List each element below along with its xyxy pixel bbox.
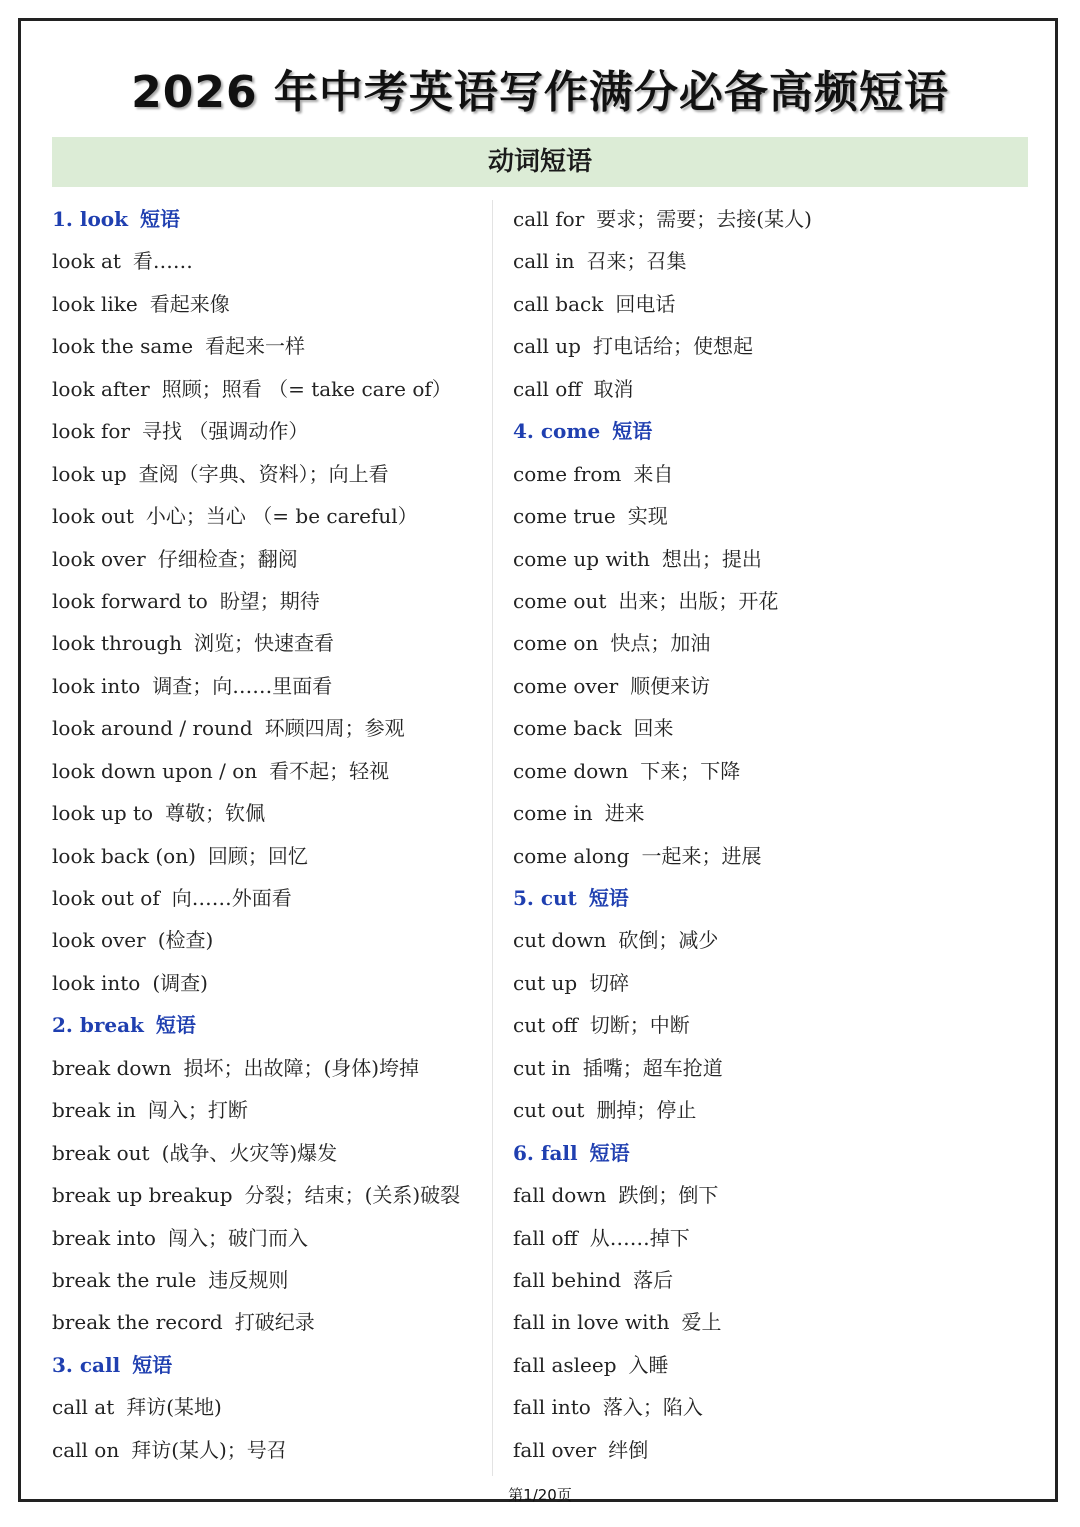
phrase-entry	[52, 495, 492, 537]
phrase-term: fall behind	[513, 1267, 622, 1292]
phrase-meaning: 下来；下降	[640, 758, 741, 783]
phrase-meaning: (战争、火灾等)爆发	[161, 1140, 338, 1165]
phrase-meaning: 想出；提出	[661, 546, 762, 571]
phrase-meaning: 进来	[604, 801, 645, 826]
phrase-term: break into	[52, 1225, 156, 1250]
group-heading-label: 短语	[155, 1013, 196, 1038]
phrase-entry	[52, 707, 492, 749]
phrase-meaning: 违反规则	[208, 1267, 289, 1292]
phrase-meaning: 回顾；回忆	[207, 843, 308, 868]
phrase-meaning: 打破纪录	[234, 1310, 315, 1335]
phrase-entry	[513, 1429, 953, 1471]
phrase-entry	[52, 665, 492, 707]
phrase-meaning: 切断；中断	[589, 1013, 690, 1038]
phrase-meaning: 向……外面看	[171, 886, 292, 910]
phrase-meaning: (检查)	[157, 928, 214, 953]
phrase-meaning: 实现	[627, 504, 668, 529]
phrase-entry	[52, 240, 492, 282]
phrase-term: break the rule	[52, 1267, 197, 1292]
phrase-term: look the same	[52, 334, 194, 359]
right-column	[513, 198, 953, 1471]
phrase-meaning: 拜访(某人)；号召	[131, 1437, 287, 1462]
phrase-term: call on	[52, 1437, 120, 1462]
phrase-meaning: 小心；当心 （= be careful）	[145, 504, 418, 529]
phrase-meaning: 闯入；打断	[147, 1098, 248, 1123]
phrase-term: come in	[513, 801, 593, 826]
phrase-term: break up breakup	[52, 1183, 233, 1208]
phrase-meaning: 要求；需要；去接(某人)	[596, 207, 812, 231]
phrase-entry	[513, 792, 953, 834]
phrase-meaning: 看起来像	[149, 291, 230, 316]
phrase-entry	[513, 919, 953, 961]
group-heading-label: 短语	[588, 886, 629, 910]
phrase-entry	[52, 962, 492, 1004]
phrase-term: break down	[52, 1055, 172, 1080]
phrase-entry	[513, 283, 953, 325]
phrase-meaning: 跌倒；倒下	[618, 1183, 719, 1208]
phrase-entry	[513, 1004, 953, 1046]
phrase-term: come back	[513, 716, 622, 741]
group-heading	[513, 410, 953, 452]
page-number: 第1/20页	[508, 1486, 572, 1504]
phrase-meaning: 分裂；结束；(关系)破裂	[244, 1183, 461, 1208]
phrase-term: break in	[52, 1098, 136, 1123]
phrase-meaning: 入睡	[628, 1352, 669, 1377]
phrase-meaning: 损坏；出故障；(身体)垮掉	[183, 1055, 420, 1080]
phrase-meaning: 环顾四周；参观	[264, 716, 405, 741]
phrase-meaning: 删掉；停止	[596, 1098, 697, 1123]
group-heading	[52, 1004, 492, 1046]
phrase-entry	[52, 325, 492, 367]
phrase-term: fall over	[513, 1437, 597, 1462]
phrase-entry	[52, 1217, 492, 1259]
phrase-term: come along	[513, 843, 630, 868]
phrase-meaning: 顺便来访	[630, 673, 711, 698]
phrase-term: fall off	[513, 1225, 578, 1250]
phrase-term: cut off	[513, 1013, 578, 1038]
phrase-entry	[52, 283, 492, 325]
phrase-term: cut up	[513, 970, 578, 995]
phrase-meaning: 出来；出版；开花	[618, 588, 779, 613]
phrase-entry	[52, 877, 492, 919]
phrase-term: look forward to	[52, 588, 208, 613]
phrase-meaning: 来自	[633, 461, 674, 486]
phrase-entry	[513, 665, 953, 707]
group-heading-verb: 4. come	[513, 419, 601, 444]
phrase-term: look into	[52, 970, 141, 995]
phrase-term: come true	[513, 504, 616, 529]
phrase-term: call at	[52, 1395, 115, 1420]
phrase-meaning: 快点；加油	[610, 631, 711, 656]
phrase-term: look up	[52, 461, 127, 486]
phrase-entry	[52, 1429, 492, 1471]
phrase-term: cut down	[513, 928, 607, 953]
phrase-term: look down upon / on	[52, 758, 258, 783]
phrase-entry	[513, 1344, 953, 1386]
phrase-meaning: 盼望；期待	[219, 588, 320, 613]
phrase-entry	[513, 1259, 953, 1301]
phrase-entry	[52, 368, 492, 410]
phrase-entry	[52, 1089, 492, 1131]
group-heading	[52, 1344, 492, 1386]
phrase-entry	[52, 1386, 492, 1428]
phrase-term: come from	[513, 461, 622, 486]
group-heading-verb: 5. cut	[513, 886, 577, 910]
group-heading-label: 短语	[132, 1352, 173, 1377]
group-heading-label: 短语	[612, 419, 653, 444]
phrase-term: look like	[52, 291, 138, 316]
phrase-meaning: 打电话给；使想起	[592, 334, 753, 359]
group-heading-verb: 6. fall	[513, 1140, 578, 1165]
phrase-entry	[52, 750, 492, 792]
phrase-entry	[52, 453, 492, 495]
phrase-meaning: 查阅（字典、资料）；向上看	[138, 461, 389, 486]
phrase-term: fall asleep	[513, 1352, 617, 1377]
phrase-entry	[513, 750, 953, 792]
page-title: 2026 年中考英语写作满分必备高频短语	[131, 67, 949, 118]
phrase-term: call for	[513, 207, 585, 231]
phrase-term: look up to	[52, 801, 154, 826]
phrase-entry	[52, 1132, 492, 1174]
phrase-term: look around / round	[52, 716, 253, 741]
section-header: 动词短语	[52, 137, 1028, 187]
phrase-term: come down	[513, 758, 629, 783]
phrase-term: call off	[513, 376, 582, 401]
phrase-meaning: 召来；召集	[586, 249, 687, 274]
phrase-entry	[513, 198, 953, 240]
phrase-entry	[52, 538, 492, 580]
phrase-entry	[52, 622, 492, 664]
group-heading-verb: 2. break	[52, 1013, 144, 1038]
group-heading-label: 短语	[139, 207, 180, 231]
phrase-meaning: 看不起；轻视	[269, 758, 390, 783]
phrase-term: fall into	[513, 1395, 591, 1420]
phrase-meaning: 回来	[633, 716, 674, 741]
phrase-entry	[52, 1259, 492, 1301]
phrase-meaning: 仔细检查；翻阅	[157, 546, 298, 571]
phrase-entry	[52, 919, 492, 961]
phrase-entry	[513, 835, 953, 877]
phrase-term: fall down	[513, 1183, 607, 1208]
phrase-entry	[52, 1301, 492, 1343]
phrase-entry	[513, 707, 953, 749]
phrase-entry	[52, 1047, 492, 1089]
group-heading-verb: 3. call	[52, 1352, 121, 1377]
phrase-term: fall in love with	[513, 1310, 670, 1335]
phrase-meaning: 插嘴；超车抢道	[582, 1055, 723, 1080]
phrase-entry	[52, 1174, 492, 1216]
phrase-term: break out	[52, 1140, 150, 1165]
phrase-entry	[513, 325, 953, 367]
group-heading	[513, 1132, 953, 1174]
phrase-meaning: (调查)	[152, 970, 208, 995]
phrase-meaning: 绊倒	[608, 1437, 649, 1462]
phrase-entry	[513, 538, 953, 580]
phrase-meaning: 看……	[132, 249, 193, 274]
phrase-meaning: 落入；陷入	[602, 1395, 703, 1420]
phrase-entry	[513, 368, 953, 410]
phrase-term: call in	[513, 249, 575, 274]
phrase-entry	[513, 240, 953, 282]
phrase-meaning: 拜访(某地)	[126, 1395, 222, 1420]
phrase-term: call back	[513, 291, 604, 316]
phrase-term: come up with	[513, 546, 650, 571]
phrase-meaning: 砍倒；减少	[618, 928, 719, 953]
phrase-meaning: 从……掉下	[589, 1225, 690, 1250]
phrase-meaning: 一起来；进展	[641, 843, 762, 868]
phrase-meaning: 取消	[593, 376, 634, 401]
phrase-entry	[513, 962, 953, 1004]
group-heading	[513, 877, 953, 919]
phrase-term: look into	[52, 673, 141, 698]
group-heading-verb: 1. look	[52, 207, 128, 231]
phrase-term: look out of	[52, 886, 160, 910]
phrase-term: break the record	[52, 1310, 223, 1335]
phrase-meaning: 照顾；照看 （= take care of）	[161, 376, 452, 401]
phrase-meaning: 浏览；快速查看	[194, 631, 335, 656]
column-divider	[492, 200, 493, 1476]
phrase-meaning: 回电话	[615, 291, 676, 316]
phrase-term: look for	[52, 419, 130, 444]
phrase-meaning: 看起来一样	[205, 334, 306, 359]
phrase-meaning: 落后	[633, 1267, 674, 1292]
phrase-meaning: 切碎	[589, 970, 630, 995]
phrase-term: come out	[513, 588, 607, 613]
group-heading-label: 短语	[589, 1140, 630, 1165]
phrase-entry	[52, 410, 492, 452]
phrase-term: look back (on)	[52, 843, 196, 868]
phrase-meaning: 爱上	[681, 1310, 722, 1335]
phrase-entry	[513, 495, 953, 537]
phrase-entry	[513, 1174, 953, 1216]
phrase-term: cut in	[513, 1055, 571, 1080]
phrase-term: call up	[513, 334, 581, 359]
phrase-entry	[513, 1301, 953, 1343]
phrase-meaning: 调查；向……里面看	[152, 673, 333, 698]
phrase-term: look at	[52, 249, 121, 274]
phrase-entry	[513, 1386, 953, 1428]
phrase-term: look out	[52, 504, 134, 529]
phrase-entry	[513, 453, 953, 495]
phrase-entry	[513, 580, 953, 622]
phrase-entry	[52, 580, 492, 622]
phrase-term: look over	[52, 546, 146, 571]
group-heading	[52, 198, 492, 240]
phrase-term: come on	[513, 631, 599, 656]
phrase-term: cut out	[513, 1098, 585, 1123]
phrase-term: look through	[52, 631, 183, 656]
phrase-term: come over	[513, 673, 619, 698]
phrase-term: look after	[52, 376, 150, 401]
phrase-entry	[513, 1089, 953, 1131]
left-column	[52, 198, 492, 1471]
phrase-entry	[513, 622, 953, 664]
phrase-entry	[513, 1047, 953, 1089]
phrase-meaning: 寻找 （强调动作）	[141, 419, 309, 444]
phrase-entry	[52, 792, 492, 834]
phrase-entry	[513, 1217, 953, 1259]
phrase-entry	[52, 835, 492, 877]
phrase-meaning: 闯入；破门而入	[167, 1225, 308, 1250]
phrase-meaning: 尊敬；钦佩	[165, 801, 266, 826]
phrase-term: look over	[52, 928, 146, 953]
